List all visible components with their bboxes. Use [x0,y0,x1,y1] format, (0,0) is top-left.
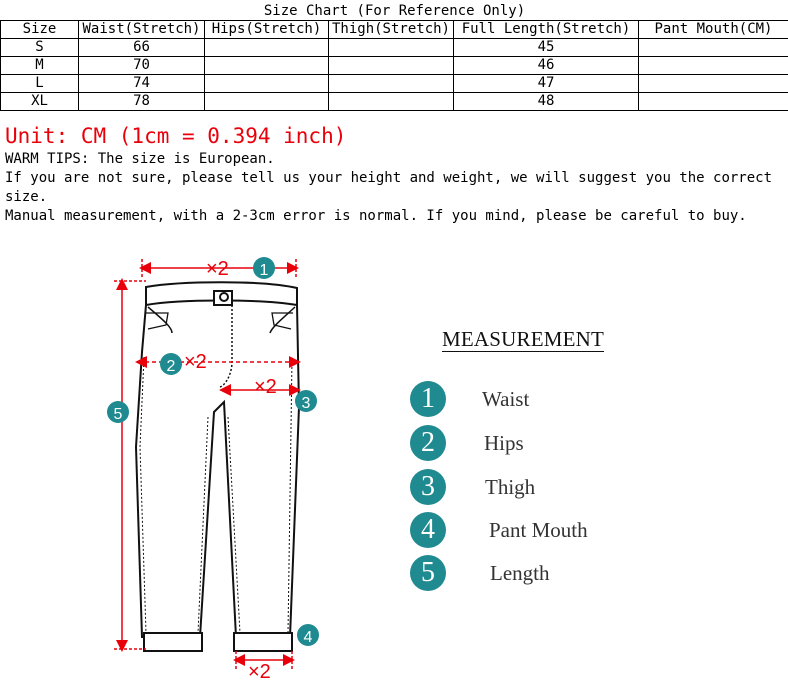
cell-thigh [329,39,454,57]
cell-hips [205,75,329,93]
size-chart-table [0,3,788,111]
cell-waist: 70 [79,57,205,75]
header-pant-mouth: Pant Mouth(CM) [639,21,788,39]
legend-number: 2 [410,425,446,461]
unit-note: Unit: CM (1cm = 0.394 inch) [5,124,347,148]
marker-mult: ×2 [184,351,207,373]
header-waist: Waist(Stretch) [79,21,205,39]
cell-full-length: 46 [454,57,639,75]
header-hips: Hips(Stretch) [205,21,329,39]
legend-item-pant-mouth [410,512,660,552]
legend-label: Hips [484,431,524,455]
tip-line: WARM TIPS: The size is European. [5,151,275,167]
header-full-length: Full Length(Stretch) [454,21,639,39]
size-chart-caption: Size Chart (For Reference Only) [263,3,526,19]
marker-num: 1 [259,262,269,279]
pants-illustration [136,282,299,651]
marker-2 [160,351,207,375]
cell-hips [205,57,329,75]
cell-pant-mouth [639,75,788,93]
table-row [1,93,788,111]
legend-number: 3 [410,469,446,505]
cell-pant-mouth [639,93,788,111]
cell-size: L [1,75,79,93]
measurement-legend [400,317,660,637]
cell-thigh [329,93,454,111]
cell-hips [205,39,329,57]
marker-num: 3 [301,395,311,412]
legend-title: MEASUREMENT [442,327,605,351]
marker-mult: ×2 [254,376,277,398]
marker-3 [254,376,317,412]
table-row [1,39,788,57]
cell-pant-mouth [639,39,788,57]
cell-full-length: 45 [454,39,639,57]
tip-line: If you are not sure, please tell us your height and weight, we will suggest you the correct size. [5,170,773,205]
cell-thigh [329,75,454,93]
size-chart-header-row [1,21,788,39]
table-row [1,75,788,93]
pants-diagram [0,247,788,690]
legend-label: Length [490,561,550,585]
header-size: Size [1,21,79,39]
tip-line: Manual measurement, with a 2-3cm error is normal. If you mind, please be careful to buy. [5,208,747,224]
cell-waist: 74 [79,75,205,93]
cell-pant-mouth [639,57,788,75]
cell-full-length: 48 [454,93,639,111]
legend-label: Waist [482,387,530,411]
marker-mult: ×2 [206,258,229,280]
cell-size: M [1,57,79,75]
legend-number: 4 [410,512,446,548]
legend-label: Thigh [485,475,536,499]
legend-item-thigh [410,469,660,509]
cell-waist: 66 [79,39,205,57]
cell-thigh [329,57,454,75]
table-row [1,57,788,75]
legend-item-length [410,555,660,595]
legend-label: Pant Mouth [489,518,588,542]
cell-size: XL [1,93,79,111]
marker-num: 5 [113,406,123,423]
legend-number: 5 [410,555,446,591]
legend-item-hips [410,425,660,465]
cell-hips [205,93,329,111]
legend-number: 1 [410,381,446,417]
marker-5 [107,401,129,423]
legend-item-waist [410,381,660,421]
marker-num: 4 [303,629,313,646]
cell-waist: 78 [79,93,205,111]
marker-mult: ×2 [248,661,271,683]
cell-size: S [1,39,79,57]
marker-num: 2 [166,358,176,375]
cell-full-length: 47 [454,75,639,93]
measurement-figure [0,247,788,690]
tips-block [5,150,783,226]
header-thigh: Thigh(Stretch) [329,21,454,39]
